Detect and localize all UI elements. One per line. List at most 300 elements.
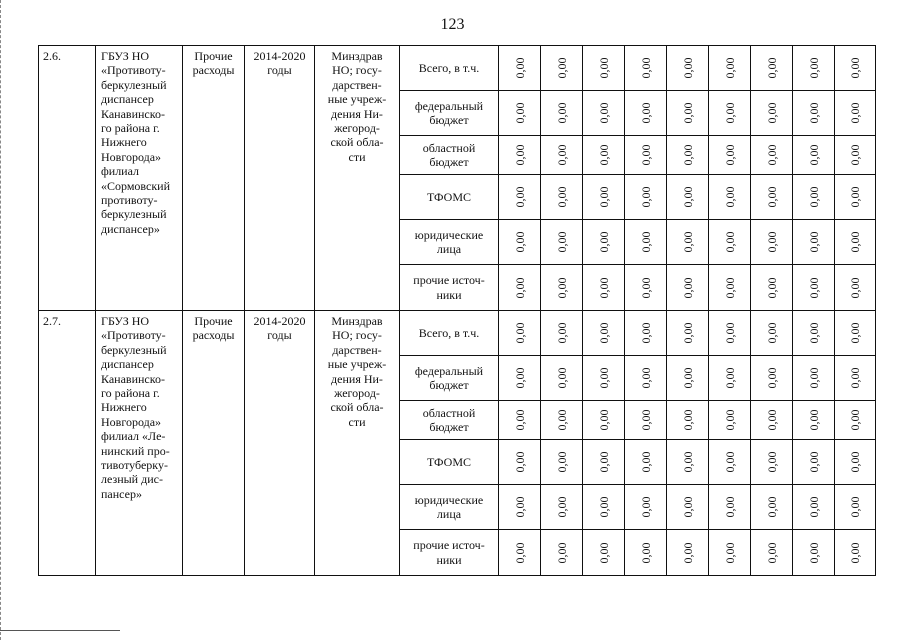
- funding-source: [400, 175, 499, 220]
- amount-cell: [709, 530, 751, 576]
- amount-value: 0,00: [806, 57, 821, 79]
- amount-cell: [835, 46, 876, 91]
- organization-name: [96, 46, 183, 311]
- item-number: 2.6.: [39, 46, 96, 311]
- amount-cell: [583, 530, 625, 576]
- amount-value: 0,00: [554, 409, 569, 431]
- amount-cell: [793, 175, 835, 220]
- amount-value: 0,00: [638, 231, 653, 253]
- amount-cell: [835, 440, 876, 485]
- amount-cell: [499, 46, 541, 91]
- amount-cell: [541, 356, 583, 401]
- amount-value: 0,00: [512, 57, 527, 79]
- amount-cell: [751, 220, 793, 265]
- amount-cell: [835, 220, 876, 265]
- amount-value: 0,00: [847, 542, 862, 563]
- amount-value: 0,00: [722, 542, 737, 563]
- funding-source-line: юридические: [414, 227, 484, 242]
- amount-cell: [667, 175, 709, 220]
- amount-cell: [751, 485, 793, 530]
- funding-source-line: ники: [436, 287, 462, 302]
- period: [245, 46, 315, 311]
- amount-value: 0,00: [638, 322, 653, 344]
- organization-line: беркулезный: [101, 342, 167, 357]
- amount-value: 0,00: [554, 496, 569, 518]
- amount-cell: [751, 46, 793, 91]
- amount-value: 0,00: [596, 542, 611, 563]
- amount-cell: [667, 136, 709, 175]
- funding-source-line: ники: [436, 552, 462, 567]
- amount-cell: [625, 485, 667, 530]
- amount-cell: [667, 46, 709, 91]
- amount-cell: [499, 485, 541, 530]
- amount-cell: [751, 440, 793, 485]
- responsible-party: [315, 311, 400, 576]
- amount-value: 0,00: [806, 496, 821, 518]
- amount-value: 0,00: [638, 144, 653, 166]
- amount-cell: [667, 311, 709, 356]
- amount-cell: [667, 265, 709, 311]
- organization-line: противоту-: [101, 193, 158, 208]
- responsible-line: ской обла-: [330, 400, 384, 415]
- funding-source-line: прочие источ-: [413, 273, 485, 288]
- amount-value: 0,00: [764, 57, 779, 79]
- period: [245, 311, 315, 576]
- amount-cell: [541, 311, 583, 356]
- funding-source-line: областной: [422, 140, 476, 155]
- amount-cell: [625, 265, 667, 311]
- organization-line: тивотуберку-: [101, 458, 168, 473]
- funding-source-line: бюджет: [429, 113, 469, 127]
- funding-source: [400, 311, 499, 356]
- amount-cell: [709, 175, 751, 220]
- amount-value: 0,00: [596, 144, 611, 166]
- amount-value: 0,00: [512, 277, 527, 298]
- amount-value: 0,00: [722, 102, 737, 124]
- amount-value: 0,00: [680, 409, 695, 431]
- amount-value: 0,00: [638, 451, 653, 473]
- responsible-line: НО; госу-: [332, 328, 382, 343]
- amount-cell: [541, 136, 583, 175]
- amount-cell: [499, 401, 541, 440]
- organization-line: «Противоту-: [101, 328, 166, 343]
- amount-cell: [541, 46, 583, 91]
- funding-source-line: лица: [436, 507, 462, 521]
- funding-source-line: Всего, в т.ч.: [418, 325, 480, 340]
- funding-source: [400, 46, 499, 91]
- amount-cell: [793, 311, 835, 356]
- responsible-line: Минздрав: [331, 49, 383, 63]
- amount-value: 0,00: [722, 496, 737, 518]
- responsible-line: дения Ни-: [331, 106, 383, 121]
- responsible-line: дения Ни-: [331, 371, 383, 386]
- expense-category: [183, 311, 245, 576]
- funding-source: [400, 440, 499, 485]
- funding-source: [400, 356, 499, 401]
- amount-value: 0,00: [680, 367, 695, 389]
- amount-cell: [793, 46, 835, 91]
- amount-value: 0,00: [764, 451, 779, 473]
- amount-value: 0,00: [722, 367, 737, 389]
- amount-value: 0,00: [847, 231, 862, 253]
- responsible-line: сти: [348, 414, 366, 429]
- organization-name: [96, 311, 183, 576]
- amount-cell: [793, 440, 835, 485]
- amount-value: 0,00: [764, 367, 779, 389]
- amount-cell: [835, 265, 876, 311]
- amount-cell: [667, 440, 709, 485]
- amount-cell: [751, 265, 793, 311]
- funding-source: [400, 530, 499, 576]
- amount-value: 0,00: [638, 409, 653, 431]
- amount-value: 0,00: [764, 231, 779, 253]
- amount-cell: [541, 91, 583, 136]
- amount-cell: [751, 530, 793, 576]
- amount-cell: [751, 311, 793, 356]
- amount-value: 0,00: [638, 186, 653, 208]
- amount-value: 0,00: [596, 57, 611, 79]
- amount-value: 0,00: [554, 542, 569, 563]
- amount-value: 0,00: [722, 144, 737, 166]
- amount-cell: [667, 485, 709, 530]
- amount-cell: [709, 91, 751, 136]
- amount-value: 0,00: [764, 322, 779, 344]
- amount-value: 0,00: [847, 322, 862, 344]
- amount-cell: [541, 265, 583, 311]
- amount-value: 0,00: [806, 231, 821, 253]
- amount-value: 0,00: [512, 367, 527, 389]
- amount-cell: [583, 485, 625, 530]
- organization-line: «Противоту-: [101, 63, 166, 78]
- amount-value: 0,00: [554, 367, 569, 389]
- amount-cell: [667, 401, 709, 440]
- period-line: 2014-2020: [253, 49, 306, 63]
- amount-value: 0,00: [722, 409, 737, 431]
- amount-value: 0,00: [512, 102, 527, 124]
- organization-line: беркулезный: [101, 77, 167, 92]
- amount-value: 0,00: [512, 496, 527, 518]
- funding-source-line: Всего, в т.ч.: [418, 60, 480, 75]
- amount-cell: [835, 175, 876, 220]
- amount-cell: [667, 91, 709, 136]
- funding-source-line: бюджет: [429, 420, 469, 434]
- amount-cell: [709, 440, 751, 485]
- period-line: годы: [267, 63, 292, 78]
- organization-line: филиал «Ле-: [101, 429, 166, 444]
- responsible-line: НО; госу-: [332, 63, 382, 78]
- funding-source-line: федеральный: [414, 98, 484, 113]
- page-edge-dashed-line: [0, 0, 1, 640]
- amount-cell: [499, 175, 541, 220]
- organization-line: го района г.: [101, 386, 160, 401]
- amount-value: 0,00: [806, 409, 821, 431]
- amount-cell: [709, 46, 751, 91]
- organization-line: «Сормовский: [101, 178, 171, 193]
- amount-value: 0,00: [554, 277, 569, 298]
- amount-cell: [541, 530, 583, 576]
- expense-category: [183, 46, 245, 311]
- footer-line: [0, 630, 120, 631]
- amount-value: 0,00: [512, 451, 527, 473]
- amount-value: 0,00: [596, 367, 611, 389]
- amount-value: 0,00: [554, 322, 569, 344]
- amount-cell: [625, 311, 667, 356]
- funding-source: [400, 91, 499, 136]
- responsible-line: дарствен-: [332, 342, 382, 357]
- responsible-line: жегород-: [334, 121, 380, 136]
- amount-cell: [751, 91, 793, 136]
- amount-value: 0,00: [764, 409, 779, 431]
- amount-value: 0,00: [638, 57, 653, 79]
- amount-cell: [625, 440, 667, 485]
- amount-cell: [499, 440, 541, 485]
- amount-value: 0,00: [512, 322, 527, 344]
- amount-value: 0,00: [764, 102, 779, 124]
- amount-value: 0,00: [554, 144, 569, 166]
- amount-value: 0,00: [512, 542, 527, 563]
- amount-cell: [793, 485, 835, 530]
- responsible-line: дарствен-: [332, 77, 382, 92]
- funding-table: [38, 45, 876, 576]
- amount-value: 0,00: [512, 144, 527, 166]
- amount-cell: [625, 356, 667, 401]
- organization-line: Новгорода»: [101, 414, 162, 429]
- amount-value: 0,00: [596, 496, 611, 518]
- amount-value: 0,00: [596, 102, 611, 124]
- amount-value: 0,00: [554, 451, 569, 473]
- amount-cell: [709, 136, 751, 175]
- amount-value: 0,00: [847, 277, 862, 298]
- amount-cell: [709, 485, 751, 530]
- amount-value: 0,00: [680, 231, 695, 253]
- amount-cell: [625, 220, 667, 265]
- funding-source-line: юридические: [414, 492, 484, 507]
- organization-line: Новгорода»: [101, 149, 162, 164]
- amount-cell: [499, 265, 541, 311]
- amount-value: 0,00: [638, 102, 653, 124]
- amount-cell: [793, 530, 835, 576]
- amount-cell: [541, 401, 583, 440]
- amount-value: 0,00: [722, 57, 737, 79]
- amount-cell: [541, 485, 583, 530]
- amount-value: 0,00: [512, 409, 527, 431]
- amount-value: 0,00: [680, 102, 695, 124]
- amount-cell: [583, 356, 625, 401]
- amount-cell: [835, 356, 876, 401]
- amount-cell: [499, 220, 541, 265]
- amount-value: 0,00: [638, 542, 653, 563]
- amount-cell: [793, 220, 835, 265]
- organization-line: филиал: [101, 164, 140, 179]
- amount-cell: [583, 440, 625, 485]
- amount-cell: [751, 401, 793, 440]
- funding-source: [400, 485, 499, 530]
- funding-source: [400, 136, 499, 175]
- period-line: годы: [267, 328, 292, 343]
- amount-cell: [751, 175, 793, 220]
- amount-cell: [541, 220, 583, 265]
- responsible-line: ные учреж-: [327, 357, 387, 372]
- amount-cell: [793, 136, 835, 175]
- amount-value: 0,00: [722, 186, 737, 208]
- responsible-line: сти: [348, 149, 366, 164]
- amount-cell: [541, 440, 583, 485]
- amount-value: 0,00: [847, 367, 862, 389]
- amount-cell: [709, 356, 751, 401]
- funding-table-body: [39, 46, 876, 576]
- amount-cell: [793, 265, 835, 311]
- responsible-party: [315, 46, 400, 311]
- amount-value: 0,00: [680, 144, 695, 166]
- amount-cell: [499, 311, 541, 356]
- amount-value: 0,00: [847, 451, 862, 473]
- amount-cell: [625, 175, 667, 220]
- organization-line: диспансер: [101, 357, 154, 372]
- amount-cell: [541, 175, 583, 220]
- category-line: Прочие: [194, 314, 233, 328]
- amount-value: 0,00: [638, 277, 653, 298]
- organization-line: Нижнего: [101, 400, 147, 415]
- amount-value: 0,00: [764, 186, 779, 208]
- amount-value: 0,00: [596, 186, 611, 208]
- amount-cell: [793, 401, 835, 440]
- amount-value: 0,00: [847, 409, 862, 431]
- amount-cell: [751, 356, 793, 401]
- amount-cell: [667, 356, 709, 401]
- funding-source-line: федеральный: [414, 363, 484, 378]
- organization-line: ГБУЗ НО: [101, 49, 150, 63]
- amount-cell: [625, 91, 667, 136]
- organization-line: нинский про-: [101, 443, 170, 458]
- funding-source-line: ТФОМС: [426, 454, 472, 469]
- category-line: расходы: [192, 63, 235, 78]
- amount-cell: [499, 356, 541, 401]
- amount-cell: [625, 136, 667, 175]
- amount-cell: [583, 220, 625, 265]
- amount-cell: [583, 91, 625, 136]
- amount-value: 0,00: [596, 231, 611, 253]
- amount-value: 0,00: [764, 496, 779, 518]
- amount-cell: [583, 401, 625, 440]
- responsible-line: ской обла-: [330, 135, 384, 150]
- amount-value: 0,00: [806, 186, 821, 208]
- amount-value: 0,00: [554, 231, 569, 253]
- item-number: 2.7.: [39, 311, 96, 576]
- organization-line: Канавинско-: [101, 371, 165, 386]
- amount-value: 0,00: [806, 367, 821, 389]
- amount-value: 0,00: [806, 277, 821, 298]
- amount-value: 0,00: [806, 542, 821, 563]
- funding-source-line: бюджет: [429, 378, 469, 392]
- responsible-line: Минздрав: [331, 314, 383, 328]
- amount-cell: [667, 530, 709, 576]
- organization-line: диспансер: [101, 92, 154, 107]
- amount-cell: [499, 91, 541, 136]
- funding-source-line: лица: [436, 242, 462, 256]
- organization-line: диспансер»: [101, 221, 160, 236]
- organization-line: го района г.: [101, 121, 160, 136]
- amount-value: 0,00: [764, 542, 779, 563]
- amount-cell: [499, 530, 541, 576]
- amount-value: 0,00: [806, 451, 821, 473]
- amount-value: 0,00: [847, 186, 862, 208]
- amount-value: 0,00: [512, 231, 527, 253]
- amount-value: 0,00: [764, 144, 779, 166]
- amount-cell: [625, 530, 667, 576]
- amount-cell: [583, 311, 625, 356]
- amount-value: 0,00: [554, 102, 569, 124]
- amount-value: 0,00: [680, 186, 695, 208]
- amount-cell: [835, 401, 876, 440]
- organization-line: Канавинско-: [101, 106, 165, 121]
- amount-cell: [667, 220, 709, 265]
- amount-cell: [835, 311, 876, 356]
- funding-source-line: бюджет: [429, 155, 469, 169]
- amount-value: 0,00: [722, 277, 737, 298]
- funding-source-line: областной: [422, 405, 476, 420]
- amount-cell: [793, 356, 835, 401]
- funding-source: [400, 265, 499, 311]
- amount-value: 0,00: [596, 451, 611, 473]
- amount-value: 0,00: [680, 57, 695, 79]
- funding-source: [400, 401, 499, 440]
- amount-value: 0,00: [638, 496, 653, 518]
- amount-cell: [583, 46, 625, 91]
- amount-cell: [583, 175, 625, 220]
- amount-cell: [709, 311, 751, 356]
- organization-line: пансер»: [101, 486, 142, 501]
- amount-value: 0,00: [680, 496, 695, 518]
- responsible-line: ные учреж-: [327, 92, 387, 107]
- amount-value: 0,00: [722, 322, 737, 344]
- organization-line: ГБУЗ НО: [101, 314, 150, 328]
- amount-cell: [751, 136, 793, 175]
- amount-value: 0,00: [806, 322, 821, 344]
- amount-cell: [709, 401, 751, 440]
- amount-cell: [835, 485, 876, 530]
- amount-value: 0,00: [596, 277, 611, 298]
- table-row: [39, 46, 876, 91]
- amount-cell: [835, 91, 876, 136]
- amount-value: 0,00: [680, 542, 695, 563]
- amount-value: 0,00: [806, 144, 821, 166]
- amount-cell: [499, 136, 541, 175]
- amount-value: 0,00: [554, 57, 569, 79]
- amount-value: 0,00: [554, 186, 569, 208]
- funding-source-line: прочие источ-: [413, 538, 485, 553]
- amount-value: 0,00: [722, 231, 737, 253]
- amount-value: 0,00: [680, 451, 695, 473]
- amount-cell: [835, 530, 876, 576]
- amount-cell: [625, 401, 667, 440]
- amount-cell: [835, 136, 876, 175]
- amount-value: 0,00: [680, 277, 695, 298]
- organization-line: беркулезный: [101, 207, 167, 222]
- period-line: 2014-2020: [253, 314, 306, 328]
- amount-value: 0,00: [722, 451, 737, 473]
- amount-cell: [625, 46, 667, 91]
- amount-value: 0,00: [638, 367, 653, 389]
- amount-value: 0,00: [512, 186, 527, 208]
- amount-cell: [793, 91, 835, 136]
- amount-value: 0,00: [596, 409, 611, 431]
- amount-value: 0,00: [764, 277, 779, 298]
- organization-line: Нижнего: [101, 135, 147, 150]
- table-row: [39, 311, 876, 356]
- amount-value: 0,00: [847, 496, 862, 518]
- funding-source-line: ТФОМС: [426, 189, 472, 204]
- amount-value: 0,00: [596, 322, 611, 344]
